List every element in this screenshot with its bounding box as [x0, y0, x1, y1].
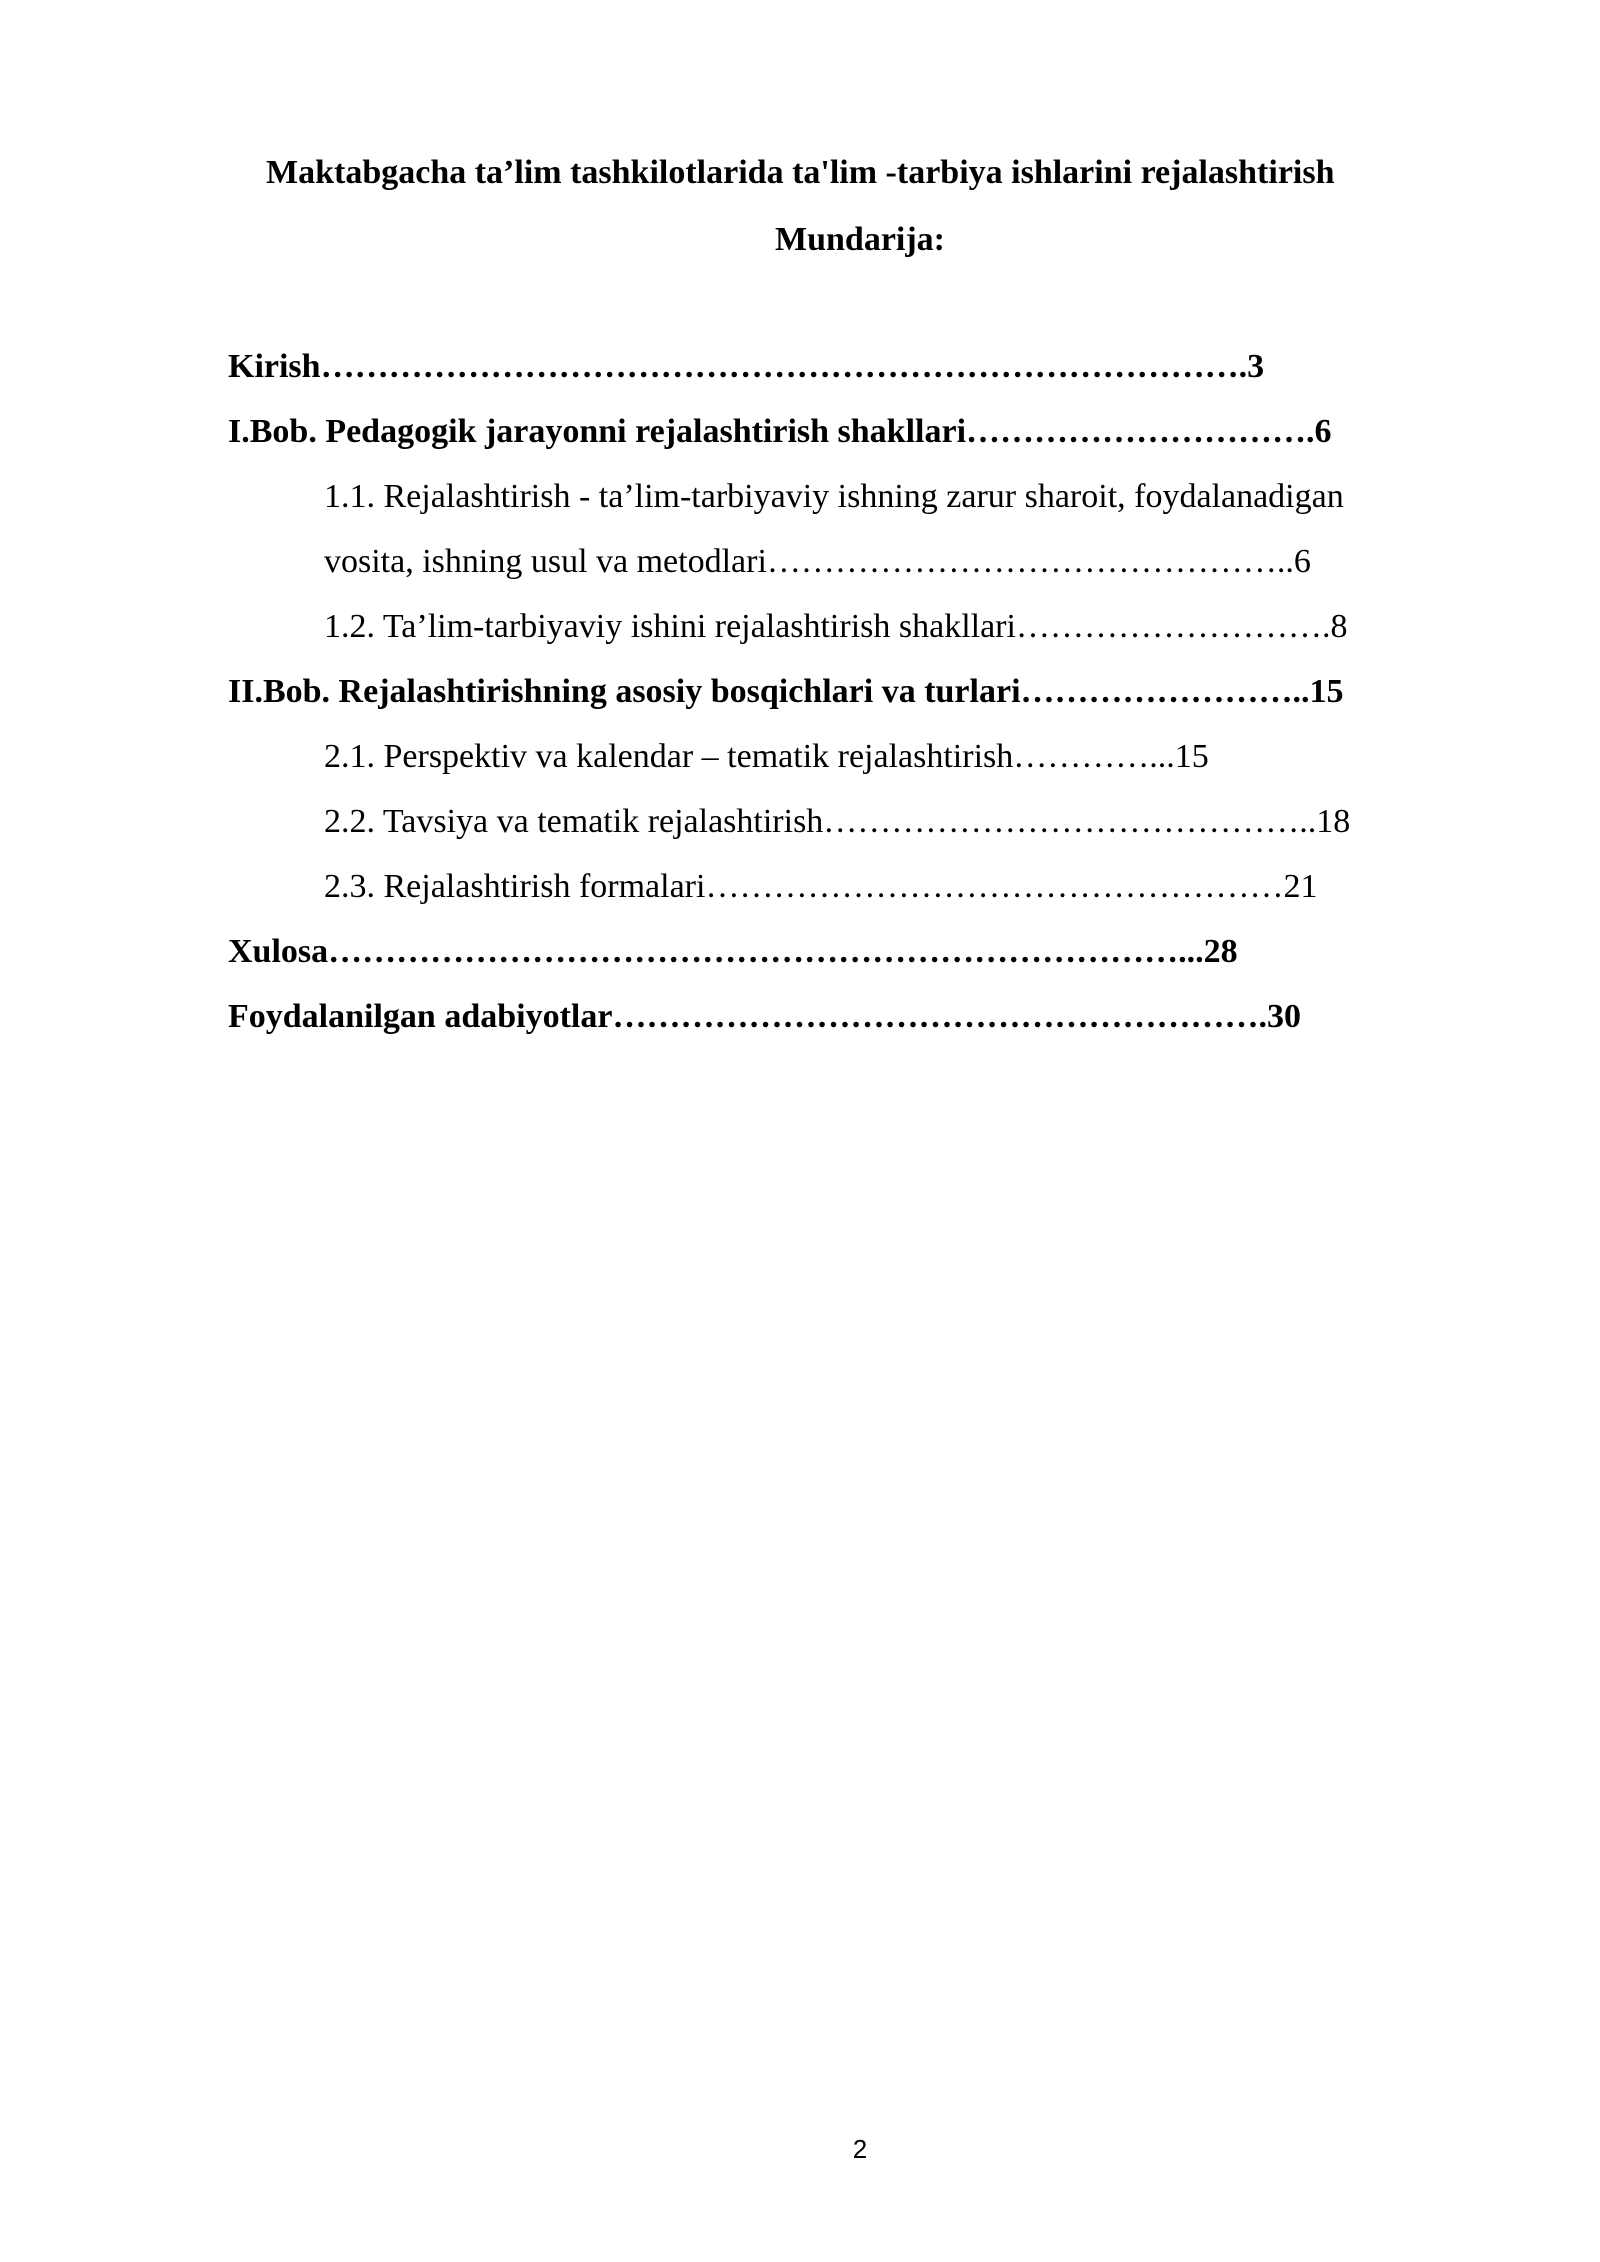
toc-entry-section-2-1: 2.1. Perspektiv va kalendar – tematik rejalashtirish…………...15 [324, 738, 1209, 775]
toc-entry-section-2-3: 2.3. Rejalashtirish formalari……………………………………………21 [324, 868, 1318, 905]
toc-entry-adabiyotlar: Foydalanilgan adabiyotlar………………………………………………….30 [228, 998, 1301, 1035]
toc-entry-section-1-1: 1.1. Rejalashtirish - ta’lim-tarbiyaviy ishning zarur sharoit, foydalanadigan [324, 478, 1344, 515]
document-title: Maktabgacha ta’lim tashkilotlarida ta'lim -tarbiya ishlarini rejalashtirish [266, 154, 1335, 191]
toc-entry-chapter-1: I.Bob. Pedagogik jarayonni rejalashtirish shakllari………………………….6 [228, 413, 1332, 450]
page-number: 2 [852, 2134, 868, 2164]
toc-heading: Mundarija: [775, 221, 945, 258]
toc-entry-kirish: Kirish……………………………………………………………………….3 [228, 348, 1265, 385]
toc-entry-chapter-2: II.Bob. Rejalashtirishning asosiy bosqichlari va turlari……………………..15 [228, 673, 1344, 710]
toc-entry-section-1-1-continued: vosita, ishning usul va metodlari………………………………………..6 [324, 543, 1311, 580]
toc-entry-xulosa: Xulosa…………………………………………………………………...28 [228, 933, 1238, 970]
toc-entry-section-1-2: 1.2. Ta’lim-tarbiyaviy ishini rejalashtirish shakllari……………………….8 [324, 608, 1348, 645]
toc-entry-section-2-2: 2.2. Tavsiya va tematik rejalashtirish……………………………………..18 [324, 803, 1351, 840]
